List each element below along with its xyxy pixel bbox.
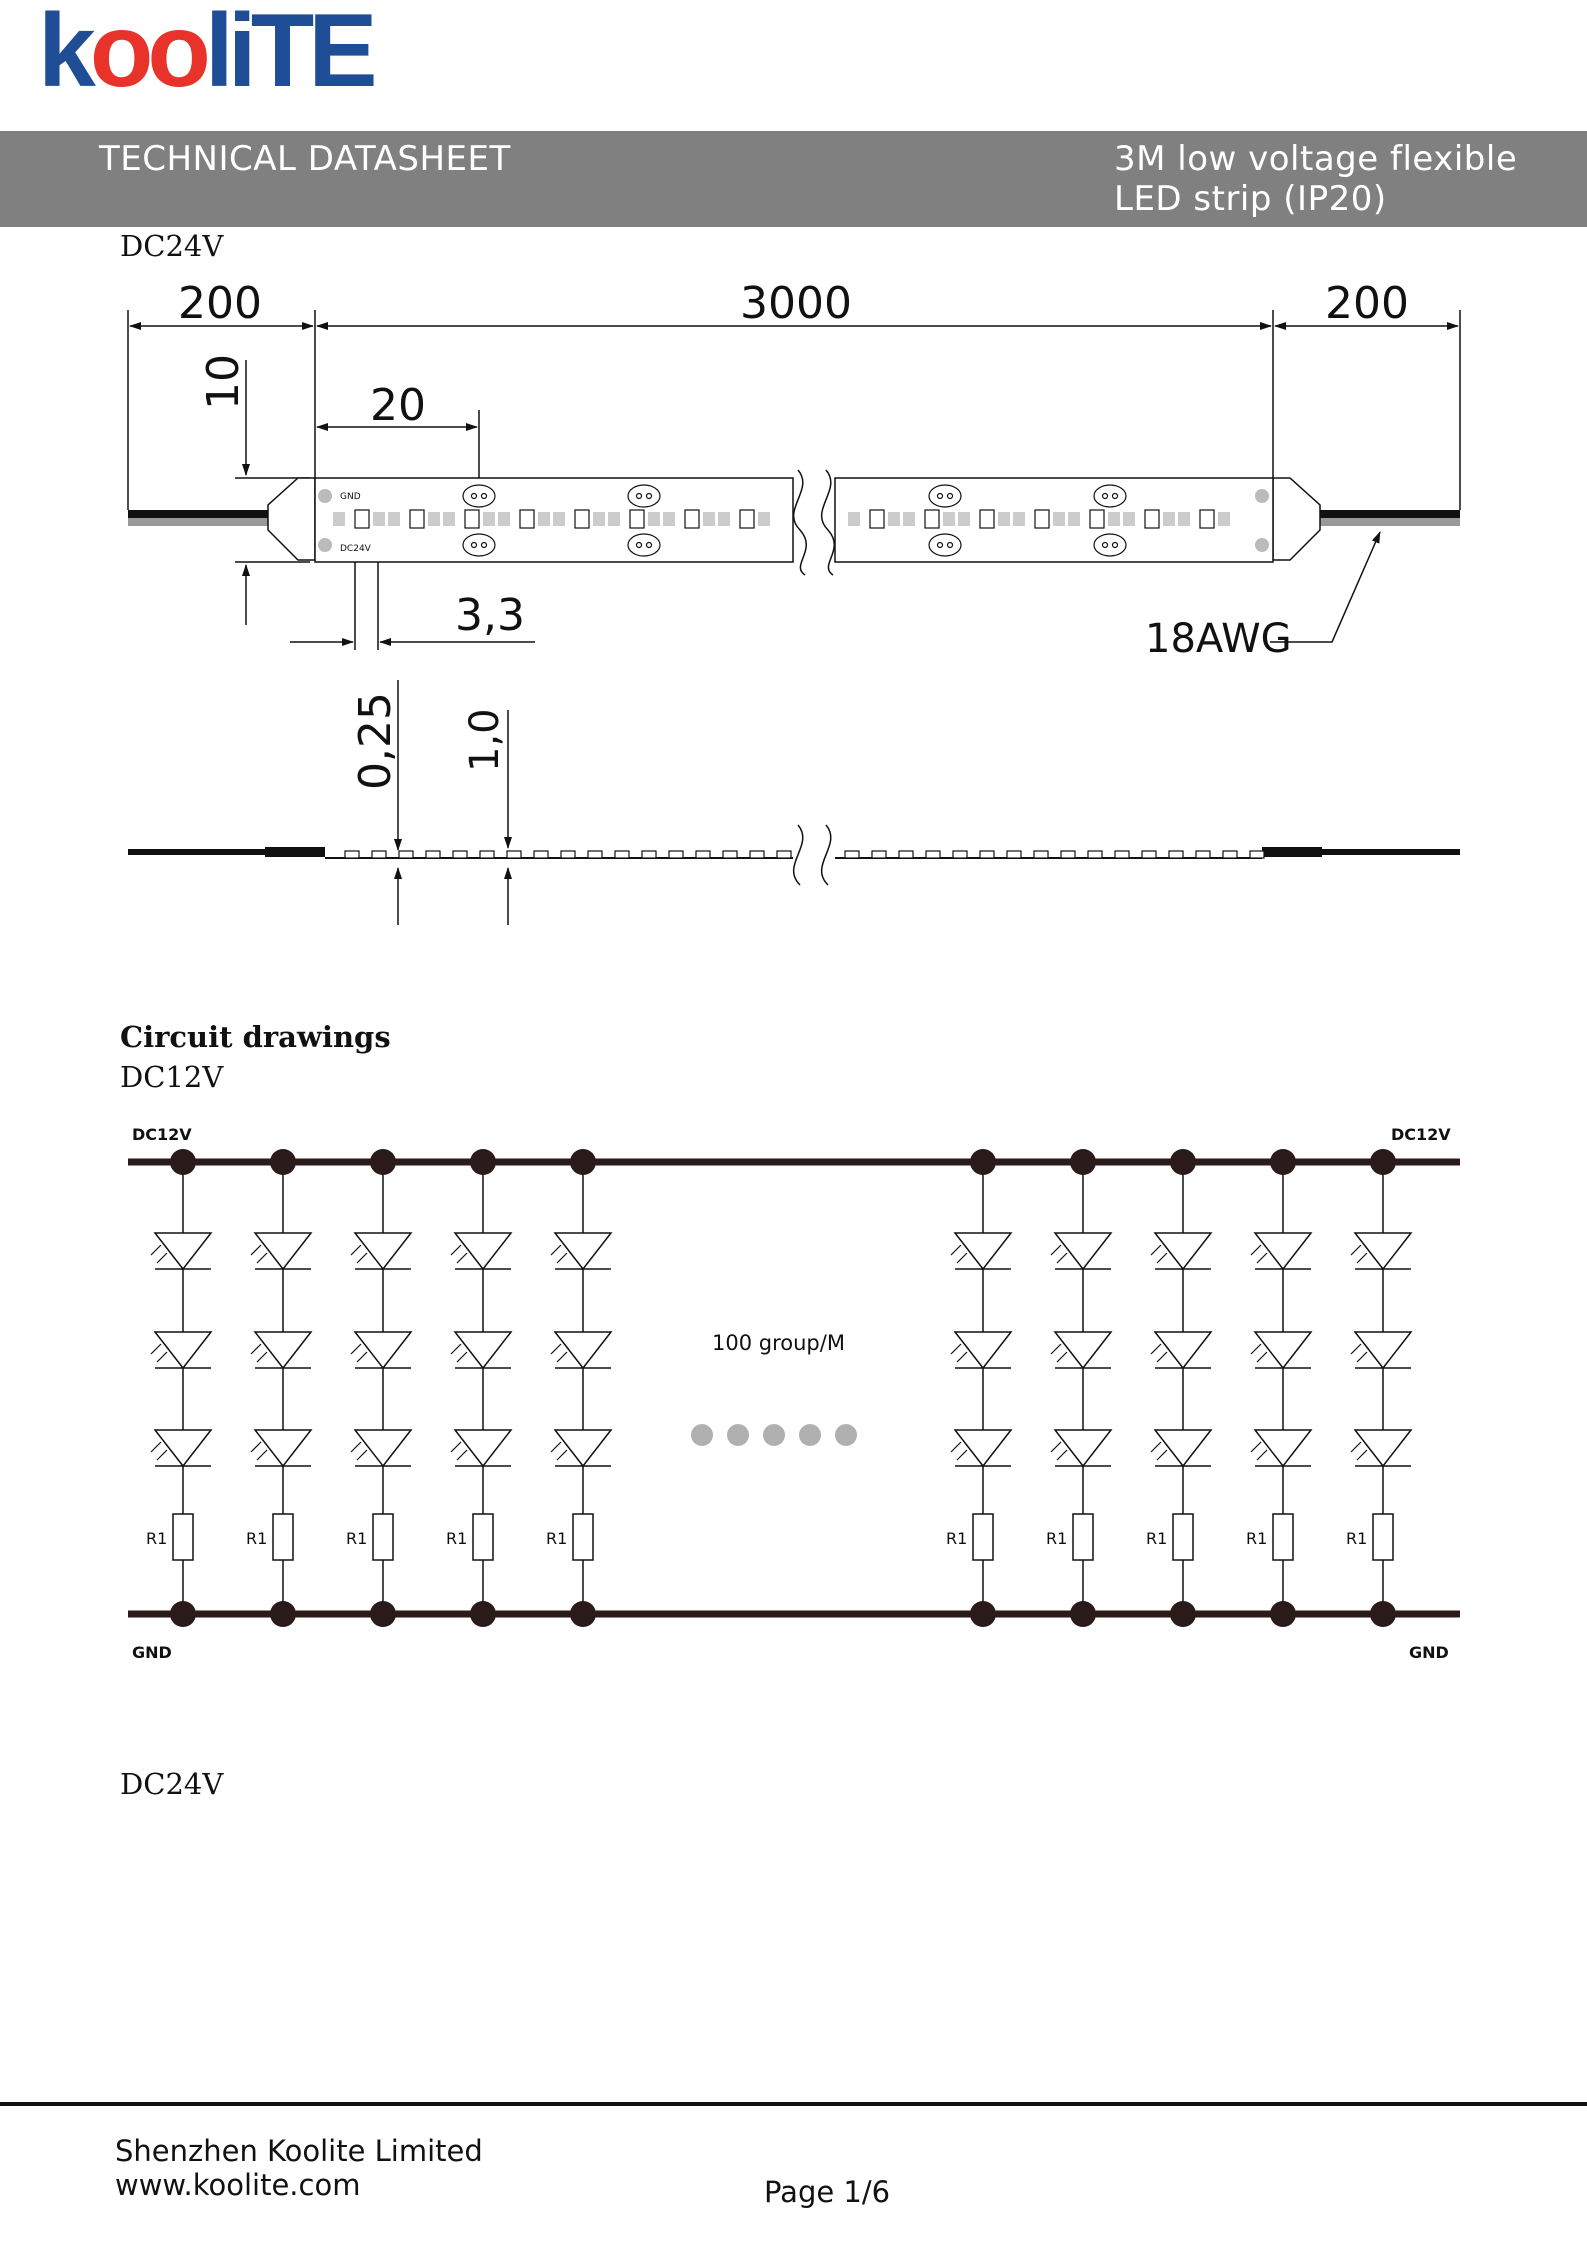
side-led — [615, 851, 629, 858]
led-symbol — [255, 1332, 311, 1368]
junction-dot — [270, 1149, 296, 1175]
led-symbol — [1255, 1332, 1311, 1368]
circuit-voltage-24v: DC24V — [120, 1767, 224, 1801]
led-symbol — [255, 1233, 311, 1269]
side-led — [1223, 851, 1237, 858]
rail-top-right-label: DC12V — [1391, 1125, 1451, 1144]
resistor-symbol — [1073, 1514, 1093, 1560]
led-chip — [870, 510, 884, 528]
junction-dot — [1370, 1149, 1396, 1175]
resistor-pad — [333, 512, 345, 526]
logo-part-2: oo — [89, 0, 205, 109]
light-ray — [551, 1442, 561, 1452]
resistor-pad — [373, 512, 385, 526]
junction-dot — [170, 1149, 196, 1175]
led-symbol — [1155, 1332, 1211, 1368]
resistor-symbol — [1273, 1514, 1293, 1560]
led-symbol — [355, 1430, 411, 1466]
light-ray — [151, 1442, 161, 1452]
resistor-label: R1 — [1346, 1529, 1368, 1548]
resistor-pad — [703, 512, 715, 526]
light-ray — [151, 1344, 161, 1354]
resistor-label: R1 — [246, 1529, 268, 1548]
resistor-pad — [663, 512, 675, 526]
resistor-symbol — [273, 1514, 293, 1560]
led-chip — [1200, 510, 1214, 528]
rail-top-left-label: DC12V — [132, 1125, 192, 1144]
resistor-pad — [428, 512, 440, 526]
light-ray — [351, 1245, 361, 1255]
light-ray — [1351, 1442, 1361, 1452]
side-led — [926, 851, 940, 858]
junction-dot — [370, 1149, 396, 1175]
led-symbol — [155, 1430, 211, 1466]
led-symbol — [455, 1332, 511, 1368]
light-ray — [457, 1253, 467, 1263]
light-ray — [1151, 1344, 1161, 1354]
side-led — [480, 851, 494, 858]
resistor-symbol — [1373, 1514, 1393, 1560]
rail-bottom-left-label: GND — [132, 1643, 172, 1662]
light-ray — [451, 1442, 461, 1452]
led-symbol — [1155, 1233, 1211, 1269]
led-chip — [355, 510, 369, 528]
resistor-pad — [1163, 512, 1175, 526]
resistor-pad — [1053, 512, 1065, 526]
light-ray — [957, 1352, 967, 1362]
junction-dot — [1270, 1601, 1296, 1627]
junction-dot — [1170, 1601, 1196, 1627]
led-chip — [1035, 510, 1049, 528]
led-chip — [685, 510, 699, 528]
company-website: www.koolite.com — [115, 2168, 361, 2202]
led-symbol — [455, 1430, 511, 1466]
led-symbol — [955, 1430, 1011, 1466]
light-ray — [1157, 1450, 1167, 1460]
resistor-pad — [848, 512, 860, 526]
resistor-symbol — [1173, 1514, 1193, 1560]
led-chip — [980, 510, 994, 528]
led-symbol — [355, 1233, 411, 1269]
circuit-voltage-12v: DC12V — [120, 1060, 224, 1094]
light-ray — [257, 1450, 267, 1460]
resistor-pad — [758, 512, 770, 526]
led-symbol — [1055, 1430, 1111, 1466]
resistor-pad — [538, 512, 550, 526]
resistor-label: R1 — [446, 1529, 468, 1548]
light-ray — [351, 1344, 361, 1354]
side-led — [1034, 851, 1048, 858]
dim-pad: 3,3 — [455, 590, 525, 641]
resistor-pad — [1108, 512, 1120, 526]
led-symbol — [1055, 1332, 1111, 1368]
dim-pcb-thickness: 0,25 — [350, 692, 401, 790]
resistor-pad — [1218, 512, 1230, 526]
product-title — [1114, 139, 1517, 219]
light-ray — [1157, 1352, 1167, 1362]
light-ray — [1057, 1450, 1067, 1460]
resistor-symbol — [973, 1514, 993, 1560]
light-ray — [457, 1352, 467, 1362]
light-ray — [1357, 1450, 1367, 1460]
led-chip — [410, 510, 424, 528]
side-led — [696, 851, 710, 858]
light-ray — [1257, 1450, 1267, 1460]
led-symbol — [1355, 1332, 1411, 1368]
circuit-diagram — [0, 1110, 1587, 1670]
dim-width: 10 — [198, 354, 249, 410]
light-ray — [951, 1344, 961, 1354]
side-led — [1007, 851, 1021, 858]
dim-segment: 20 — [370, 380, 426, 431]
header-bar — [0, 131, 1587, 227]
resistor-pad — [608, 512, 620, 526]
led-symbol — [1255, 1233, 1311, 1269]
led-symbol — [555, 1233, 611, 1269]
light-ray — [457, 1450, 467, 1460]
side-led — [345, 851, 359, 858]
pad-label-gnd: GND — [340, 492, 361, 502]
side-led — [507, 851, 521, 858]
resistor-pad — [903, 512, 915, 526]
footer-company-block — [115, 2134, 483, 2202]
side-led — [980, 851, 994, 858]
resistor-pad — [1178, 512, 1190, 526]
junction-dot — [1170, 1149, 1196, 1175]
led-symbol — [1355, 1430, 1411, 1466]
resistor-pad — [498, 512, 510, 526]
resistor-pad — [958, 512, 970, 526]
light-ray — [351, 1442, 361, 1452]
side-led — [899, 851, 913, 858]
light-ray — [1051, 1245, 1061, 1255]
led-chip — [1090, 510, 1104, 528]
page-number: Page 1/6 — [764, 2175, 891, 2209]
junction-dot — [570, 1601, 596, 1627]
light-ray — [157, 1352, 167, 1362]
light-ray — [451, 1245, 461, 1255]
resistor-symbol — [573, 1514, 593, 1560]
resistor-label: R1 — [146, 1529, 168, 1548]
dim-left-lead: 200 — [178, 278, 262, 329]
junction-dot — [570, 1149, 596, 1175]
junction-dot — [470, 1601, 496, 1627]
light-ray — [1257, 1253, 1267, 1263]
side-led — [669, 851, 683, 858]
logo-part-3: liTE — [204, 0, 372, 109]
light-ray — [1251, 1442, 1261, 1452]
light-ray — [1351, 1245, 1361, 1255]
light-ray — [1051, 1344, 1061, 1354]
footer-divider — [0, 2102, 1587, 2106]
led-chip — [1145, 510, 1159, 528]
side-led — [1061, 851, 1075, 858]
led-chip — [520, 510, 534, 528]
led-chip — [575, 510, 589, 528]
resistor-label: R1 — [1146, 1529, 1168, 1548]
company-logo — [38, 0, 372, 109]
led-symbol — [455, 1233, 511, 1269]
led-symbol — [155, 1233, 211, 1269]
light-ray — [357, 1352, 367, 1362]
side-led — [534, 851, 548, 858]
side-led — [953, 851, 967, 858]
side-led — [777, 851, 791, 858]
side-led — [642, 851, 656, 858]
junction-dot — [1070, 1149, 1096, 1175]
led-symbol — [255, 1430, 311, 1466]
resistor-pad — [593, 512, 605, 526]
light-ray — [257, 1253, 267, 1263]
light-ray — [1151, 1245, 1161, 1255]
light-ray — [257, 1352, 267, 1362]
led-symbol — [555, 1430, 611, 1466]
light-ray — [551, 1344, 561, 1354]
side-led — [399, 851, 413, 858]
resistor-label: R1 — [546, 1529, 568, 1548]
led-symbol — [955, 1332, 1011, 1368]
resistor-pad — [553, 512, 565, 526]
side-led — [588, 851, 602, 858]
light-ray — [951, 1442, 961, 1452]
led-chip — [740, 510, 754, 528]
led-symbol — [1155, 1430, 1211, 1466]
side-led — [750, 851, 764, 858]
resistor-pad — [443, 512, 455, 526]
resistor-label: R1 — [1046, 1529, 1068, 1548]
side-led — [561, 851, 575, 858]
side-led — [845, 851, 859, 858]
light-ray — [1351, 1344, 1361, 1354]
resistor-pad — [943, 512, 955, 526]
side-led — [1196, 851, 1210, 858]
dimension-voltage-label: DC24V — [120, 229, 224, 263]
resistor-pad — [1013, 512, 1025, 526]
junction-dot — [470, 1149, 496, 1175]
light-ray — [557, 1352, 567, 1362]
led-chip — [630, 510, 644, 528]
datasheet-title: TECHNICAL DATASHEET — [99, 139, 511, 179]
light-ray — [1357, 1253, 1367, 1263]
circuit-section-title: Circuit drawings — [120, 1020, 391, 1054]
light-ray — [1051, 1442, 1061, 1452]
resistor-pad — [718, 512, 730, 526]
resistor-symbol — [173, 1514, 193, 1560]
light-ray — [251, 1442, 261, 1452]
pad-label-dc24v: DC24V — [340, 544, 371, 554]
continuation-dots — [691, 1424, 857, 1446]
rail-bottom-right-label: GND — [1409, 1643, 1449, 1662]
led-symbol — [155, 1332, 211, 1368]
light-ray — [151, 1245, 161, 1255]
light-ray — [1251, 1344, 1261, 1354]
side-led — [426, 851, 440, 858]
light-ray — [251, 1344, 261, 1354]
company-name: Shenzhen Koolite Limited — [115, 2134, 483, 2168]
light-ray — [251, 1245, 261, 1255]
resistor-pad — [388, 512, 400, 526]
resistor-label: R1 — [1246, 1529, 1268, 1548]
product-title-line-2: LED strip (IP20) — [1114, 179, 1387, 219]
side-led — [1169, 851, 1183, 858]
resistor-label: R1 — [346, 1529, 368, 1548]
resistor-pad — [648, 512, 660, 526]
side-led — [1250, 851, 1264, 858]
side-led — [453, 851, 467, 858]
side-led — [723, 851, 737, 858]
light-ray — [357, 1450, 367, 1460]
light-ray — [1357, 1352, 1367, 1362]
light-ray — [1057, 1253, 1067, 1263]
junction-dot — [1070, 1601, 1096, 1627]
junction-dot — [370, 1601, 396, 1627]
light-ray — [1257, 1352, 1267, 1362]
junction-dot — [170, 1601, 196, 1627]
resistor-pad — [1123, 512, 1135, 526]
dim-led-height: 1,0 — [462, 708, 508, 772]
led-symbol — [1355, 1233, 1411, 1269]
junction-dot — [1270, 1149, 1296, 1175]
light-ray — [557, 1253, 567, 1263]
light-ray — [957, 1450, 967, 1460]
junction-dot — [970, 1601, 996, 1627]
side-led — [1142, 851, 1156, 858]
led-symbol — [355, 1332, 411, 1368]
side-led — [372, 851, 386, 858]
resistor-label: R1 — [946, 1529, 968, 1548]
resistor-symbol — [373, 1514, 393, 1560]
resistor-pad — [1068, 512, 1080, 526]
resistor-pad — [998, 512, 1010, 526]
light-ray — [1057, 1352, 1067, 1362]
led-chip — [925, 510, 939, 528]
light-ray — [1151, 1442, 1161, 1452]
light-ray — [551, 1245, 561, 1255]
led-symbol — [955, 1233, 1011, 1269]
resistor-symbol — [473, 1514, 493, 1560]
dim-strip-length: 3000 — [740, 278, 852, 329]
junction-dot — [270, 1601, 296, 1627]
light-ray — [1157, 1253, 1167, 1263]
light-ray — [951, 1245, 961, 1255]
light-ray — [157, 1253, 167, 1263]
led-symbol — [555, 1332, 611, 1368]
light-ray — [1251, 1245, 1261, 1255]
light-ray — [557, 1450, 567, 1460]
side-led — [1088, 851, 1102, 858]
logo-part-1: k — [38, 0, 90, 109]
led-symbol — [1255, 1430, 1311, 1466]
led-symbol — [1055, 1233, 1111, 1269]
dim-right-lead: 200 — [1325, 278, 1409, 329]
dimension-drawing — [0, 250, 1587, 940]
light-ray — [357, 1253, 367, 1263]
light-ray — [957, 1253, 967, 1263]
light-ray — [451, 1344, 461, 1354]
led-chip — [465, 510, 479, 528]
junction-dot — [1370, 1601, 1396, 1627]
group-note: 100 group/M — [712, 1331, 845, 1355]
side-led — [1115, 851, 1129, 858]
side-led — [872, 851, 886, 858]
junction-dot — [970, 1149, 996, 1175]
light-ray — [157, 1450, 167, 1460]
resistor-pad — [888, 512, 900, 526]
wire-gauge-label: 18AWG — [1145, 616, 1292, 662]
product-title-line-1: 3M low voltage flexible — [1114, 139, 1518, 179]
resistor-pad — [483, 512, 495, 526]
